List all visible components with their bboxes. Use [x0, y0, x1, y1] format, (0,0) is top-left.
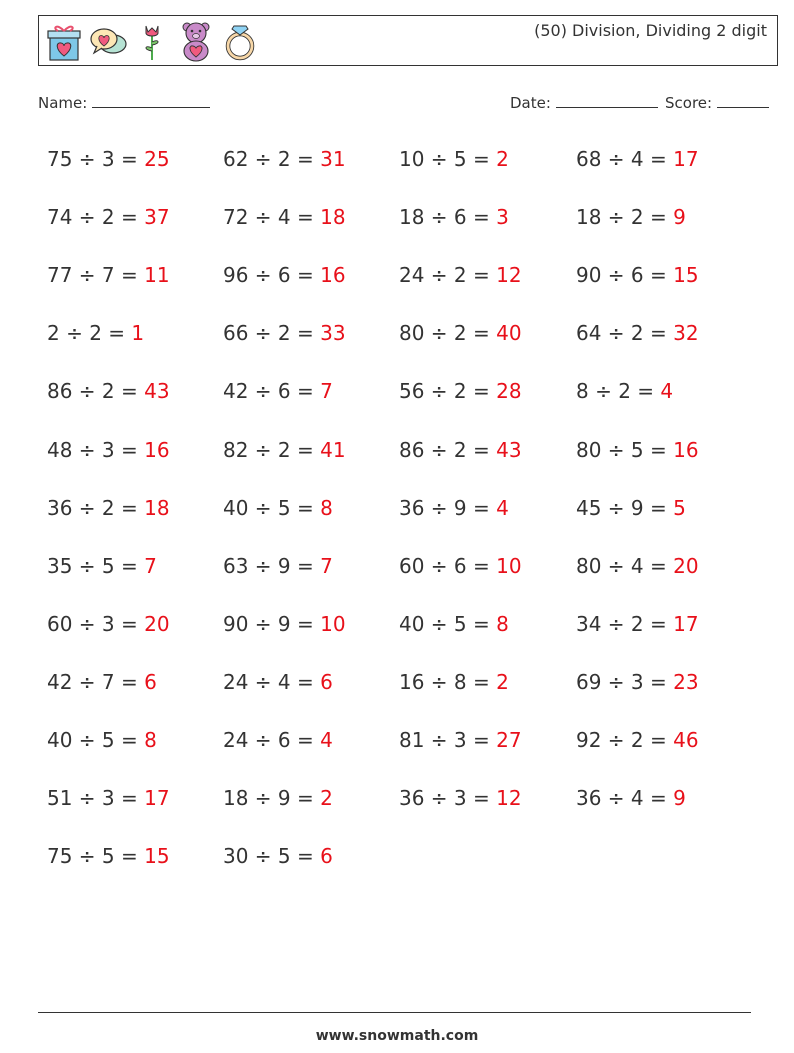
- problem-answer: 27: [496, 728, 522, 752]
- problem-question: 2 ÷ 2 =: [47, 321, 132, 346]
- problem-item: [399, 728, 522, 752]
- problem-item: [223, 844, 333, 868]
- problem-answer: 12: [496, 786, 522, 811]
- score-field: [665, 93, 769, 112]
- problem-question: 18 ÷ 6 =: [399, 205, 497, 230]
- problem-answer: 6: [320, 669, 333, 694]
- problem-question: 81 ÷ 3 =: [399, 728, 497, 752]
- problem-question: 51 ÷ 3 =: [47, 786, 145, 811]
- problem-question: 56 ÷ 2 =: [399, 379, 497, 404]
- problem-question: 8 ÷ 2 =: [576, 379, 661, 404]
- problem-item: [47, 438, 170, 462]
- problem-answer: 18: [320, 205, 346, 230]
- problem-answer: 3: [496, 205, 509, 230]
- problem-answer: 15: [144, 844, 170, 869]
- problem-item: [399, 205, 509, 229]
- problem-answer: 32: [673, 321, 699, 346]
- problem-item: [223, 205, 346, 229]
- problem-item: [399, 786, 522, 810]
- problem-question: 60 ÷ 6 =: [399, 553, 497, 578]
- problem-question: 75 ÷ 3 =: [47, 147, 145, 171]
- problem-item: [576, 263, 699, 287]
- problem-item: [223, 670, 333, 694]
- problem-answer: 16: [144, 437, 170, 462]
- worksheet-header: [38, 15, 778, 66]
- problem-answer: 17: [673, 147, 699, 171]
- problem-item: [576, 728, 699, 752]
- problem-answer: 20: [144, 611, 170, 636]
- problem-item: [399, 670, 509, 694]
- problem-answer: 9: [673, 205, 686, 230]
- teddy-bear-icon: [177, 20, 215, 62]
- worksheet-title: (50) Division, Dividing 2 digit: [534, 21, 767, 40]
- problem-question: 24 ÷ 2 =: [399, 263, 497, 288]
- problem-question: 80 ÷ 5 =: [576, 437, 674, 462]
- problem-question: 64 ÷ 2 =: [576, 321, 674, 346]
- problem-answer: 2: [496, 669, 509, 694]
- problem-question: 77 ÷ 7 =: [47, 263, 145, 288]
- problem-answer: 4: [496, 495, 509, 520]
- problem-question: 92 ÷ 2 =: [576, 728, 674, 752]
- problem-item: [576, 321, 699, 345]
- problem-item: [223, 728, 333, 752]
- problem-question: 72 ÷ 4 =: [223, 205, 321, 230]
- problem-question: 36 ÷ 9 =: [399, 495, 497, 520]
- problem-question: 60 ÷ 3 =: [47, 611, 145, 636]
- problem-answer: 31: [320, 147, 346, 171]
- problem-question: 36 ÷ 4 =: [576, 786, 674, 811]
- name-blank-line: [92, 93, 210, 108]
- problem-question: 30 ÷ 5 =: [223, 844, 321, 869]
- problem-answer: 7: [144, 553, 157, 578]
- problem-question: 82 ÷ 2 =: [223, 437, 321, 462]
- problem-question: 90 ÷ 6 =: [576, 263, 674, 288]
- problem-answer: 11: [144, 263, 170, 288]
- problem-answer: 10: [320, 611, 346, 636]
- problem-item: [223, 263, 346, 287]
- problem-item: [47, 321, 144, 345]
- problem-question: 90 ÷ 9 =: [223, 611, 321, 636]
- problem-answer: 12: [496, 263, 522, 288]
- problem-answer: 6: [320, 844, 333, 869]
- problem-item: [399, 147, 509, 171]
- problem-question: 36 ÷ 3 =: [399, 786, 497, 811]
- problem-answer: 4: [660, 379, 674, 404]
- problem-item: [576, 205, 686, 229]
- problem-answer: 15: [673, 263, 699, 288]
- problem-question: 68 ÷ 4 =: [576, 147, 674, 171]
- problem-answer: 46: [673, 728, 699, 752]
- problem-answer: 8: [144, 728, 157, 752]
- problem-item: [576, 379, 673, 403]
- problem-answer: 8: [496, 611, 509, 636]
- problem-answer: 5: [673, 495, 686, 520]
- problem-item: [399, 496, 509, 520]
- problem-item: [47, 728, 157, 752]
- problem-question: 80 ÷ 2 =: [399, 321, 497, 346]
- footer-website: www.snowmath.com: [315, 1028, 479, 1044]
- problem-item: [576, 670, 699, 694]
- header-icons: [45, 20, 259, 62]
- problem-question: 48 ÷ 3 =: [47, 437, 145, 462]
- problem-item: [223, 612, 346, 636]
- problem-item: [223, 554, 333, 578]
- problem-answer: 2: [320, 786, 333, 811]
- date-blank-line: [556, 93, 658, 108]
- problem-question: 18 ÷ 2 =: [576, 205, 674, 230]
- problem-item: [47, 496, 170, 520]
- problem-answer: 40: [496, 321, 522, 346]
- problem-item: [47, 670, 157, 694]
- problem-question: 42 ÷ 7 =: [47, 669, 145, 694]
- problem-question: 74 ÷ 2 =: [47, 205, 145, 230]
- problem-item: [223, 786, 333, 810]
- problem-question: 40 ÷ 5 =: [223, 495, 321, 520]
- problem-item: [576, 786, 686, 810]
- problem-answer: 23: [673, 669, 699, 694]
- problem-item: [223, 496, 333, 520]
- problem-item: [223, 438, 346, 462]
- problem-item: [47, 205, 170, 229]
- problem-question: 42 ÷ 6 =: [223, 379, 321, 404]
- problem-answer: 43: [144, 379, 170, 404]
- problem-answer: 17: [673, 611, 699, 636]
- problem-answer: 43: [496, 437, 522, 462]
- problem-item: [223, 147, 346, 171]
- problem-item: [399, 554, 522, 578]
- problem-item: [399, 438, 522, 462]
- problem-answer: 1: [131, 321, 145, 346]
- problem-item: [223, 321, 346, 345]
- problem-question: 18 ÷ 9 =: [223, 786, 321, 811]
- problem-answer: 7: [320, 379, 333, 404]
- problem-answer: 20: [673, 553, 699, 578]
- problem-answer: 8: [320, 495, 333, 520]
- problem-question: 80 ÷ 4 =: [576, 553, 674, 578]
- problem-item: [399, 263, 522, 287]
- problem-item: [576, 554, 699, 578]
- problem-question: 69 ÷ 3 =: [576, 669, 674, 694]
- problem-question: 35 ÷ 5 =: [47, 553, 145, 578]
- problem-answer: 6: [144, 669, 157, 694]
- problem-item: [576, 496, 686, 520]
- problem-item: [47, 786, 170, 810]
- problem-answer: 7: [320, 553, 333, 578]
- score-blank-line: [717, 93, 769, 108]
- problem-item: [576, 612, 699, 636]
- problem-answer: 18: [144, 495, 170, 520]
- problem-item: [47, 554, 157, 578]
- problem-answer: 4: [320, 728, 333, 752]
- problem-answer: 28: [496, 379, 522, 404]
- problem-answer: 16: [320, 263, 346, 288]
- problem-question: 10 ÷ 5 =: [399, 147, 497, 171]
- problem-question: 36 ÷ 2 =: [47, 495, 145, 520]
- problem-answer: 9: [673, 786, 686, 811]
- footer-divider: [38, 1012, 751, 1013]
- problem-answer: 33: [320, 321, 346, 346]
- date-field: [510, 93, 658, 112]
- problem-item: [47, 612, 170, 636]
- problem-answer: 25: [144, 147, 170, 171]
- name-field: [38, 93, 210, 112]
- problem-item: [47, 263, 170, 287]
- problem-question: 62 ÷ 2 =: [223, 147, 321, 171]
- problem-item: [399, 379, 522, 403]
- problem-item: [47, 379, 170, 403]
- problem-question: 45 ÷ 9 =: [576, 495, 674, 520]
- problem-answer: 10: [496, 553, 522, 578]
- problem-question: 40 ÷ 5 =: [47, 728, 145, 752]
- name-label: Name:: [38, 94, 88, 112]
- problem-question: 86 ÷ 2 =: [399, 437, 497, 462]
- problem-answer: 16: [673, 437, 699, 462]
- problem-question: 34 ÷ 2 =: [576, 611, 674, 636]
- problem-question: 66 ÷ 2 =: [223, 321, 321, 346]
- problem-item: [47, 844, 170, 868]
- problem-question: 40 ÷ 5 =: [399, 611, 497, 636]
- problem-item: [576, 147, 699, 171]
- problem-answer: 37: [144, 205, 170, 230]
- chat-hearts-icon: [89, 20, 127, 62]
- problem-item: [576, 438, 699, 462]
- problem-question: 16 ÷ 8 =: [399, 669, 497, 694]
- problem-item: [47, 147, 170, 171]
- score-label: Score:: [665, 94, 713, 112]
- problem-answer: 17: [144, 786, 170, 811]
- problem-question: 75 ÷ 5 =: [47, 844, 145, 869]
- problem-question: 24 ÷ 6 =: [223, 728, 321, 752]
- problem-question: 96 ÷ 6 =: [223, 263, 321, 288]
- problem-item: [399, 612, 509, 636]
- problem-question: 24 ÷ 4 =: [223, 669, 321, 694]
- problem-question: 63 ÷ 9 =: [223, 553, 321, 578]
- rose-icon: [133, 20, 171, 62]
- problem-item: [223, 379, 333, 403]
- date-label: Date:: [510, 94, 551, 112]
- problem-item: [399, 321, 522, 345]
- gift-heart-icon: [45, 20, 83, 62]
- problem-answer: 2: [496, 147, 509, 171]
- problem-question: 86 ÷ 2 =: [47, 379, 145, 404]
- ring-icon: [221, 20, 259, 62]
- problem-answer: 41: [320, 437, 346, 462]
